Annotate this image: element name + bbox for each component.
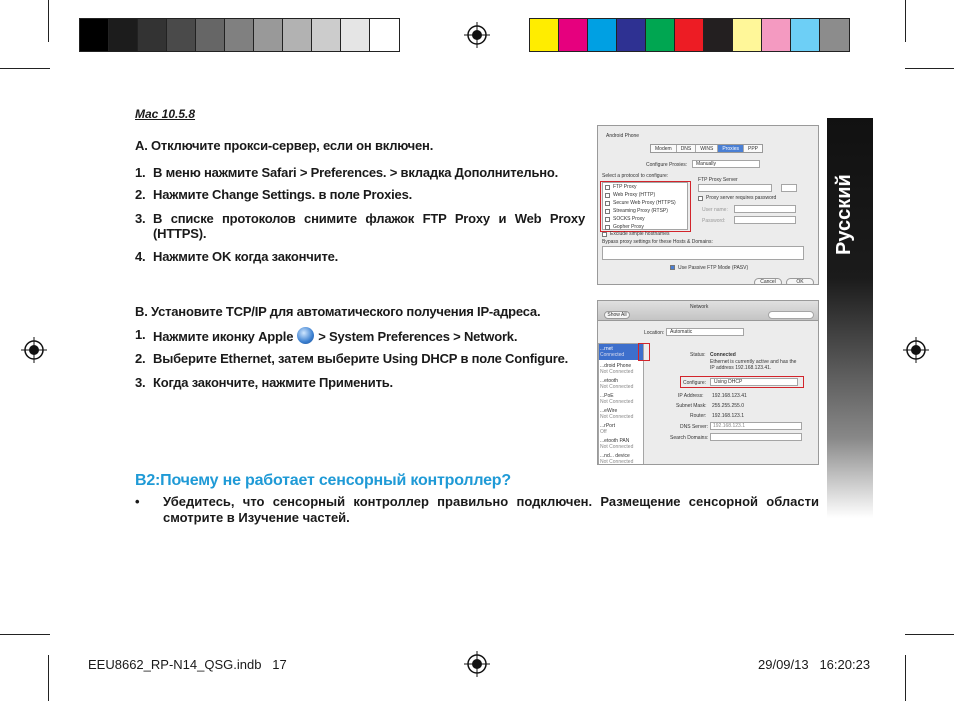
color-swatch (559, 19, 588, 51)
step-text: В меню нажмите Safari > Preferences. > вкладка Дополнительно. (153, 165, 559, 180)
color-swatch (225, 19, 254, 51)
service-name: ...droid Phone (600, 363, 632, 369)
ip-address-value: 192.168.123.41 (712, 393, 747, 399)
step-text: Когда закончите, нажмите Применить. (153, 375, 393, 390)
configure-proxies-select[interactable] (692, 160, 760, 168)
service-status: Connected (600, 352, 625, 358)
dns-server-label: DNS Server: (680, 424, 709, 430)
checkbox[interactable] (670, 265, 675, 270)
step-text: Нажмите Change Settings. в поле Proxies. (153, 187, 413, 202)
service-status: Not Connected (600, 369, 634, 375)
subnet-mask-label: Subnet Mask: (676, 403, 707, 409)
ip-address-label: IP Address: (678, 393, 704, 399)
color-swatch (254, 19, 283, 51)
subnet-mask-value: 255.255.255.0 (712, 403, 744, 409)
registration-mark-icon (21, 337, 47, 363)
router-value: 192.168.123.1 (712, 413, 744, 419)
exclude-hostnames-label: Exclude simple hostnames (610, 231, 670, 237)
crop-mark (48, 655, 49, 701)
ok-button[interactable]: OK (786, 278, 814, 285)
step-number: 2. (135, 187, 146, 202)
configure-label: Configure: (683, 380, 707, 386)
password-required-label: Proxy server requires password (706, 195, 777, 201)
tab-proxies[interactable]: Proxies (718, 145, 744, 152)
step-text: Нажмите OK когда закончите. (153, 249, 339, 264)
protocol-item: Web Proxy (HTTP) (613, 192, 656, 198)
footer-datetime (758, 657, 870, 672)
status-label: Status: (690, 352, 706, 358)
section-a-step-1 (135, 165, 585, 180)
bullet-marker: • (135, 494, 140, 509)
window-title: Network (690, 304, 709, 310)
color-swatch (138, 19, 167, 51)
apple-icon (297, 327, 314, 344)
color-swatch (820, 19, 849, 51)
section-b-step-3 (135, 375, 595, 390)
grayscale-color-bar (79, 18, 400, 52)
router-label: Router: (690, 413, 707, 419)
section-a-step-2 (135, 187, 585, 202)
bypass-label: Bypass proxy settings for these Hosts & Domains: (602, 239, 713, 245)
color-swatch (588, 19, 617, 51)
bullet-text: Убедитесь, что сенсорный контроллер правильно подключен. Размещение сенсорной области смотрите в Изучение частей. (163, 494, 819, 525)
search-input[interactable] (768, 311, 814, 319)
network-preferences-screenshot (597, 300, 819, 465)
password-input[interactable] (734, 216, 796, 224)
mac-version-heading: Mac 10.5.8 (135, 107, 196, 121)
step-text: В списке протоколов снимите флажок FTP Proxy и Web Proxy (153, 211, 585, 226)
step-number: 4. (135, 249, 146, 264)
process-color-bar (529, 18, 850, 52)
registration-mark-icon (464, 651, 490, 677)
username-input[interactable] (734, 205, 796, 213)
step-number: 3. (135, 211, 146, 226)
color-swatch (675, 19, 704, 51)
checkbox[interactable] (605, 209, 610, 214)
step-number: 1. (135, 165, 146, 180)
step-text: > System Preferences > Network. (318, 329, 518, 344)
color-swatch (167, 19, 196, 51)
password-label: Password: (702, 218, 726, 224)
footer-page: 17 (272, 657, 287, 672)
step-number: 3. (135, 375, 146, 390)
service-status: Not Connected (600, 399, 634, 405)
service-name: ...nd... device (600, 453, 630, 459)
crop-mark (905, 0, 906, 42)
color-swatch (80, 19, 109, 51)
tab-ppp[interactable]: PPP (748, 146, 759, 152)
protocol-item: Streaming Proxy (RTSP) (613, 208, 668, 214)
checkbox[interactable] (605, 201, 610, 206)
section-a-step-3 (135, 211, 585, 241)
section-b-step-2 (135, 351, 595, 366)
protocol-item: Gopher Proxy (613, 224, 644, 230)
color-swatch (312, 19, 341, 51)
section-b2-bullet (135, 494, 819, 526)
checkbox[interactable] (605, 193, 610, 198)
configure-proxies-label: Configure Proxies: (646, 162, 688, 168)
crop-mark (48, 0, 49, 42)
crop-mark (905, 655, 906, 701)
dns-server-value: 192.168.123.1 (713, 423, 745, 429)
color-swatch (370, 19, 399, 51)
crop-mark (0, 634, 50, 635)
section-b2-heading: B2:Почему не работает сенсорный контроллер? (135, 472, 511, 489)
language-label: Русский (833, 174, 855, 255)
step-text-continued: (HTTPS). (153, 226, 207, 241)
color-swatch (791, 19, 820, 51)
step-number: 1. (135, 327, 146, 342)
checkbox[interactable] (602, 232, 607, 237)
service-name: ...eWire (600, 408, 618, 414)
passive-ftp-label: Use Passive FTP Mode (PASV) (678, 265, 749, 271)
service-name: ...etooth (600, 378, 619, 384)
crop-mark (905, 634, 954, 635)
configure-select[interactable] (710, 378, 798, 386)
service-name: ...PoE (600, 393, 614, 399)
highlight-box (638, 343, 650, 361)
checkbox[interactable] (605, 185, 610, 190)
section-b-step-1 (135, 327, 595, 344)
location-label: Location: (644, 330, 665, 336)
service-status: Not Connected (600, 444, 634, 450)
color-swatch (341, 19, 370, 51)
show-all-button[interactable]: Show All (604, 311, 630, 319)
tab-wins[interactable]: WINS (696, 145, 718, 152)
footer-time: 16:20:23 (819, 657, 871, 672)
checkbox[interactable] (698, 196, 703, 201)
service-name: ...rnet (600, 346, 613, 352)
checkbox[interactable] (605, 225, 610, 230)
section-a-intro: A. Отключите прокси-сервер, если он включен. (135, 138, 434, 153)
tab-bar (650, 144, 763, 153)
step-text-block (153, 211, 585, 241)
color-swatch (530, 19, 559, 51)
service-status: Off (600, 429, 607, 435)
configure-value: Using DHCP (714, 379, 743, 385)
dns-server-input[interactable] (710, 422, 802, 430)
step-text-block (153, 327, 595, 344)
service-status: Not Connected (600, 414, 634, 420)
ftp-proxy-server-label: FTP Proxy Server (698, 177, 738, 183)
configure-proxies-value: Manually (696, 161, 717, 167)
bypass-input[interactable] (602, 246, 804, 260)
proxy-settings-screenshot (597, 125, 819, 285)
color-swatch (646, 19, 675, 51)
crop-mark (905, 68, 954, 69)
color-swatch (617, 19, 646, 51)
search-domains-label: Search Domains: (670, 435, 709, 441)
step-text: Выберите Ethernet, затем выберите Using DHCP в поле Configure. (153, 351, 569, 366)
protocol-item: FTP Proxy (613, 184, 637, 190)
search-domains-input[interactable] (710, 433, 802, 441)
checkbox[interactable] (605, 217, 610, 222)
tab-dns[interactable]: DNS (677, 145, 697, 152)
section-b-intro: B. Установите TCP/IP для автоматического получения IP-адреса. (135, 304, 541, 319)
step-text: Нажмите иконку Apple (153, 329, 294, 344)
color-swatch (109, 19, 138, 51)
status-description: Ethernet is currently active and has the IP address 192.168.123.41. (710, 359, 797, 371)
section-a-step-4 (135, 249, 585, 264)
color-swatch (196, 19, 225, 51)
footer-file (88, 657, 287, 672)
color-swatch (762, 19, 791, 51)
color-swatch (733, 19, 762, 51)
service-name: ...rPort (600, 423, 616, 429)
location-value: Automatic (670, 329, 693, 335)
username-label: User name: (702, 207, 728, 213)
cancel-button[interactable]: Cancel (754, 278, 782, 285)
service-status: Not Connected (600, 459, 634, 465)
proxy-server-input[interactable] (698, 184, 772, 192)
proxy-port-input[interactable] (781, 184, 797, 192)
tab-modem[interactable]: Modem (651, 145, 677, 152)
location-select[interactable] (666, 328, 744, 336)
service-name: ...etooth PAN (600, 438, 630, 444)
protocol-item: SOCKS Proxy (613, 216, 645, 222)
status-value: Connected (710, 352, 736, 358)
footer-date: 29/09/13 (758, 657, 809, 672)
service-status: Not Connected (600, 384, 634, 390)
step-number: 2. (135, 351, 146, 366)
registration-mark-icon (464, 22, 490, 48)
color-swatch (704, 19, 733, 51)
select-protocol-label: Select a protocol to configure: (602, 173, 669, 179)
crop-mark (0, 68, 50, 69)
protocol-item: Secure Web Proxy (HTTPS) (613, 200, 676, 206)
footer-filename: EEU8662_RP-N14_QSG.indb (88, 657, 262, 672)
window-title: Android Phone (606, 133, 640, 139)
color-swatch (283, 19, 312, 51)
registration-mark-icon (903, 337, 929, 363)
